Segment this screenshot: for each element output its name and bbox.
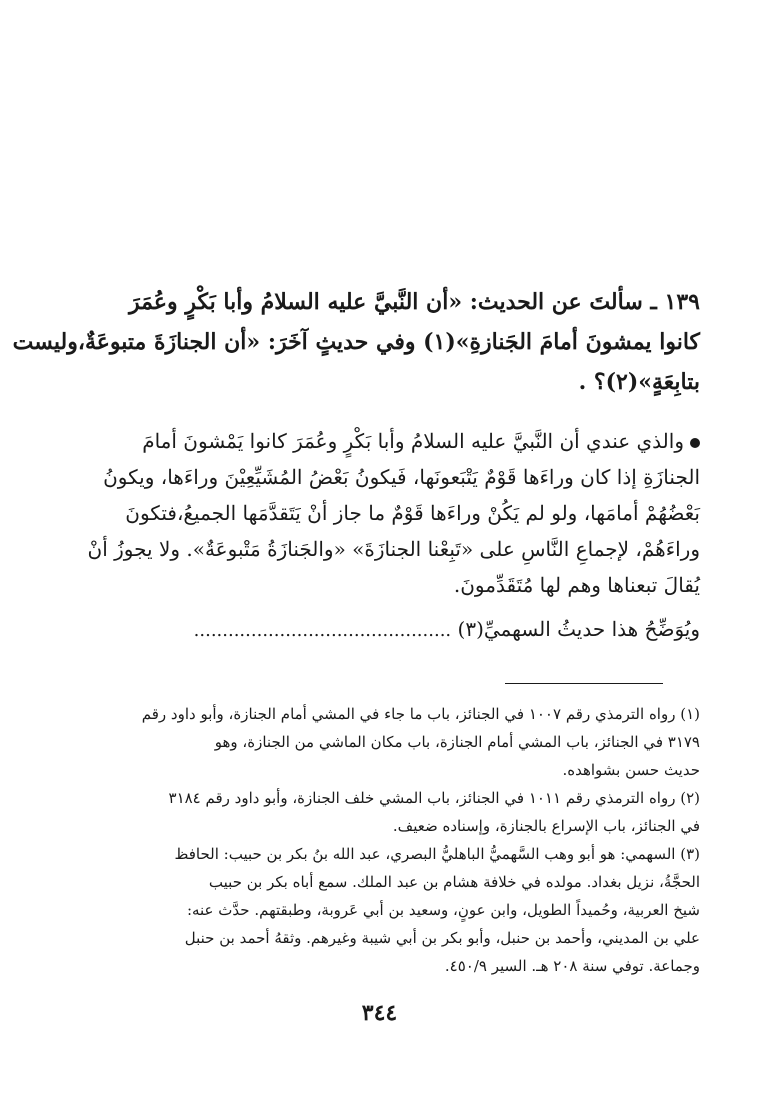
answer-paragraph <box>87 423 700 647</box>
answer-line-4: وراءَهُمْ، لإجماعِ النَّاسِ على «تَبِعْنا الجنازَةَ» «والجَنازَةُ مَتْبوعَةٌ». ولا يجوزُ أنْ <box>87 537 700 561</box>
footnote-separator <box>505 683 663 684</box>
answer-line-3: بَعْضُهُمْ أمامَها، ولو لم يَكُنْ وراءَها قَوْمٌ ما جاز أنْ يَتَقدَّمَها الجميعُ،فتكونَ <box>125 501 700 525</box>
footnote-1-line-3: حديث حسن بشواهده. <box>562 761 700 779</box>
footnote-3-line-3: شيخ العربية، وحُميداً الطويل، وابن عونٍ، وسعيد بن أبي عَروبة، وطبقتهم. حدَّث عنه: <box>186 901 700 919</box>
question-line-1: ١٣٩ ـ سألتَ عن الحديث: «أن النَّبيَّ عليه السلامُ وأبا بَكْرٍ وعُمَرَ <box>129 289 700 315</box>
footnote-3 <box>92 840 700 980</box>
question-paragraph <box>12 282 700 402</box>
answer-continuation-line <box>92 611 700 647</box>
continuation-dots: ............................................. <box>193 620 452 641</box>
bullet-icon <box>690 438 700 448</box>
footnote-1 <box>92 700 700 784</box>
answer-line-2: الجنازَةِ إذا كان وراءَها قَوْمٌ يَتْبَعونَها، فَيكونُ بَعْضُ المُشَيِّعِيْنَ وراءَها، ويكونُ <box>103 465 700 489</box>
footnote-2-line-2: في الجنائز، باب الإسراع بالجنازة، وإسناده ضعيف. <box>392 817 700 835</box>
page-number: ٣٤٤ <box>361 1000 398 1026</box>
footnote-2 <box>92 784 700 840</box>
footnote-1-line-2: ٣١٧٩ في الجنائز، باب المشي أمام الجنازة، باب مكان الماشي من الجنازة، وهو <box>214 733 700 751</box>
question-line-2: كانوا يمشونَ أمامَ الجَنازةِ»(١) وفي حديثٍ آخَرَ: «أن الجنازَةَ متبوعَةٌ،وليست <box>12 329 700 355</box>
answer-line-1: والذي عندي أن النَّبيَّ عليه السلامُ وأبا بَكْرٍ وعُمَرَ كانوا يَمْشونَ أمامَ <box>92 423 700 459</box>
footnote-3-line-4: علي بن المديني، وأحمد بن حنبل، وأبو بكر بن أبي شيبة وغيرهم. وثقهُ أحمد بن حنبل <box>184 929 700 947</box>
footnote-3-line-2: الحجَّةُ، نزيل بغداد. مولده في خلافة هشام بن عبد الملك. سمع أباه بكر بن حبيب <box>208 873 700 891</box>
continuation-text: ويُوَضِّحُ هذا حديثُ السهميِّ(٣) <box>457 617 700 641</box>
footnote-3-line-1: (٣) السهمي: هو أبو وهب السَّهميُّ الباهليُّ البصري، عبد الله بنُ بكر بن حبيب: الحافظ <box>174 845 700 863</box>
question-line-3: بتابِعَةٍ»(٢)؟ . <box>578 369 700 395</box>
footnote-2-line-1: (٢) رواه الترمذي رقم ١٠١١ في الجنائز، باب المشي خلف الجنازة، وأبو داود رقم ٣١٨٤ <box>168 789 700 807</box>
footnote-1-line-1: (١) رواه الترمذي رقم ١٠٠٧ في الجنائز، باب ما جاء في المشي أمام الجنازة، وأبو داود رقم <box>141 705 700 723</box>
answer-line-5: يُقالَ تبعناها وهم لها مُتَقَدِّمونَ. <box>453 573 700 597</box>
footnotes <box>92 700 700 980</box>
footnote-3-line-5: وجماعة. توفي سنة ٢٠٨ هـ. السير ٤٥٠/٩. <box>444 957 700 975</box>
